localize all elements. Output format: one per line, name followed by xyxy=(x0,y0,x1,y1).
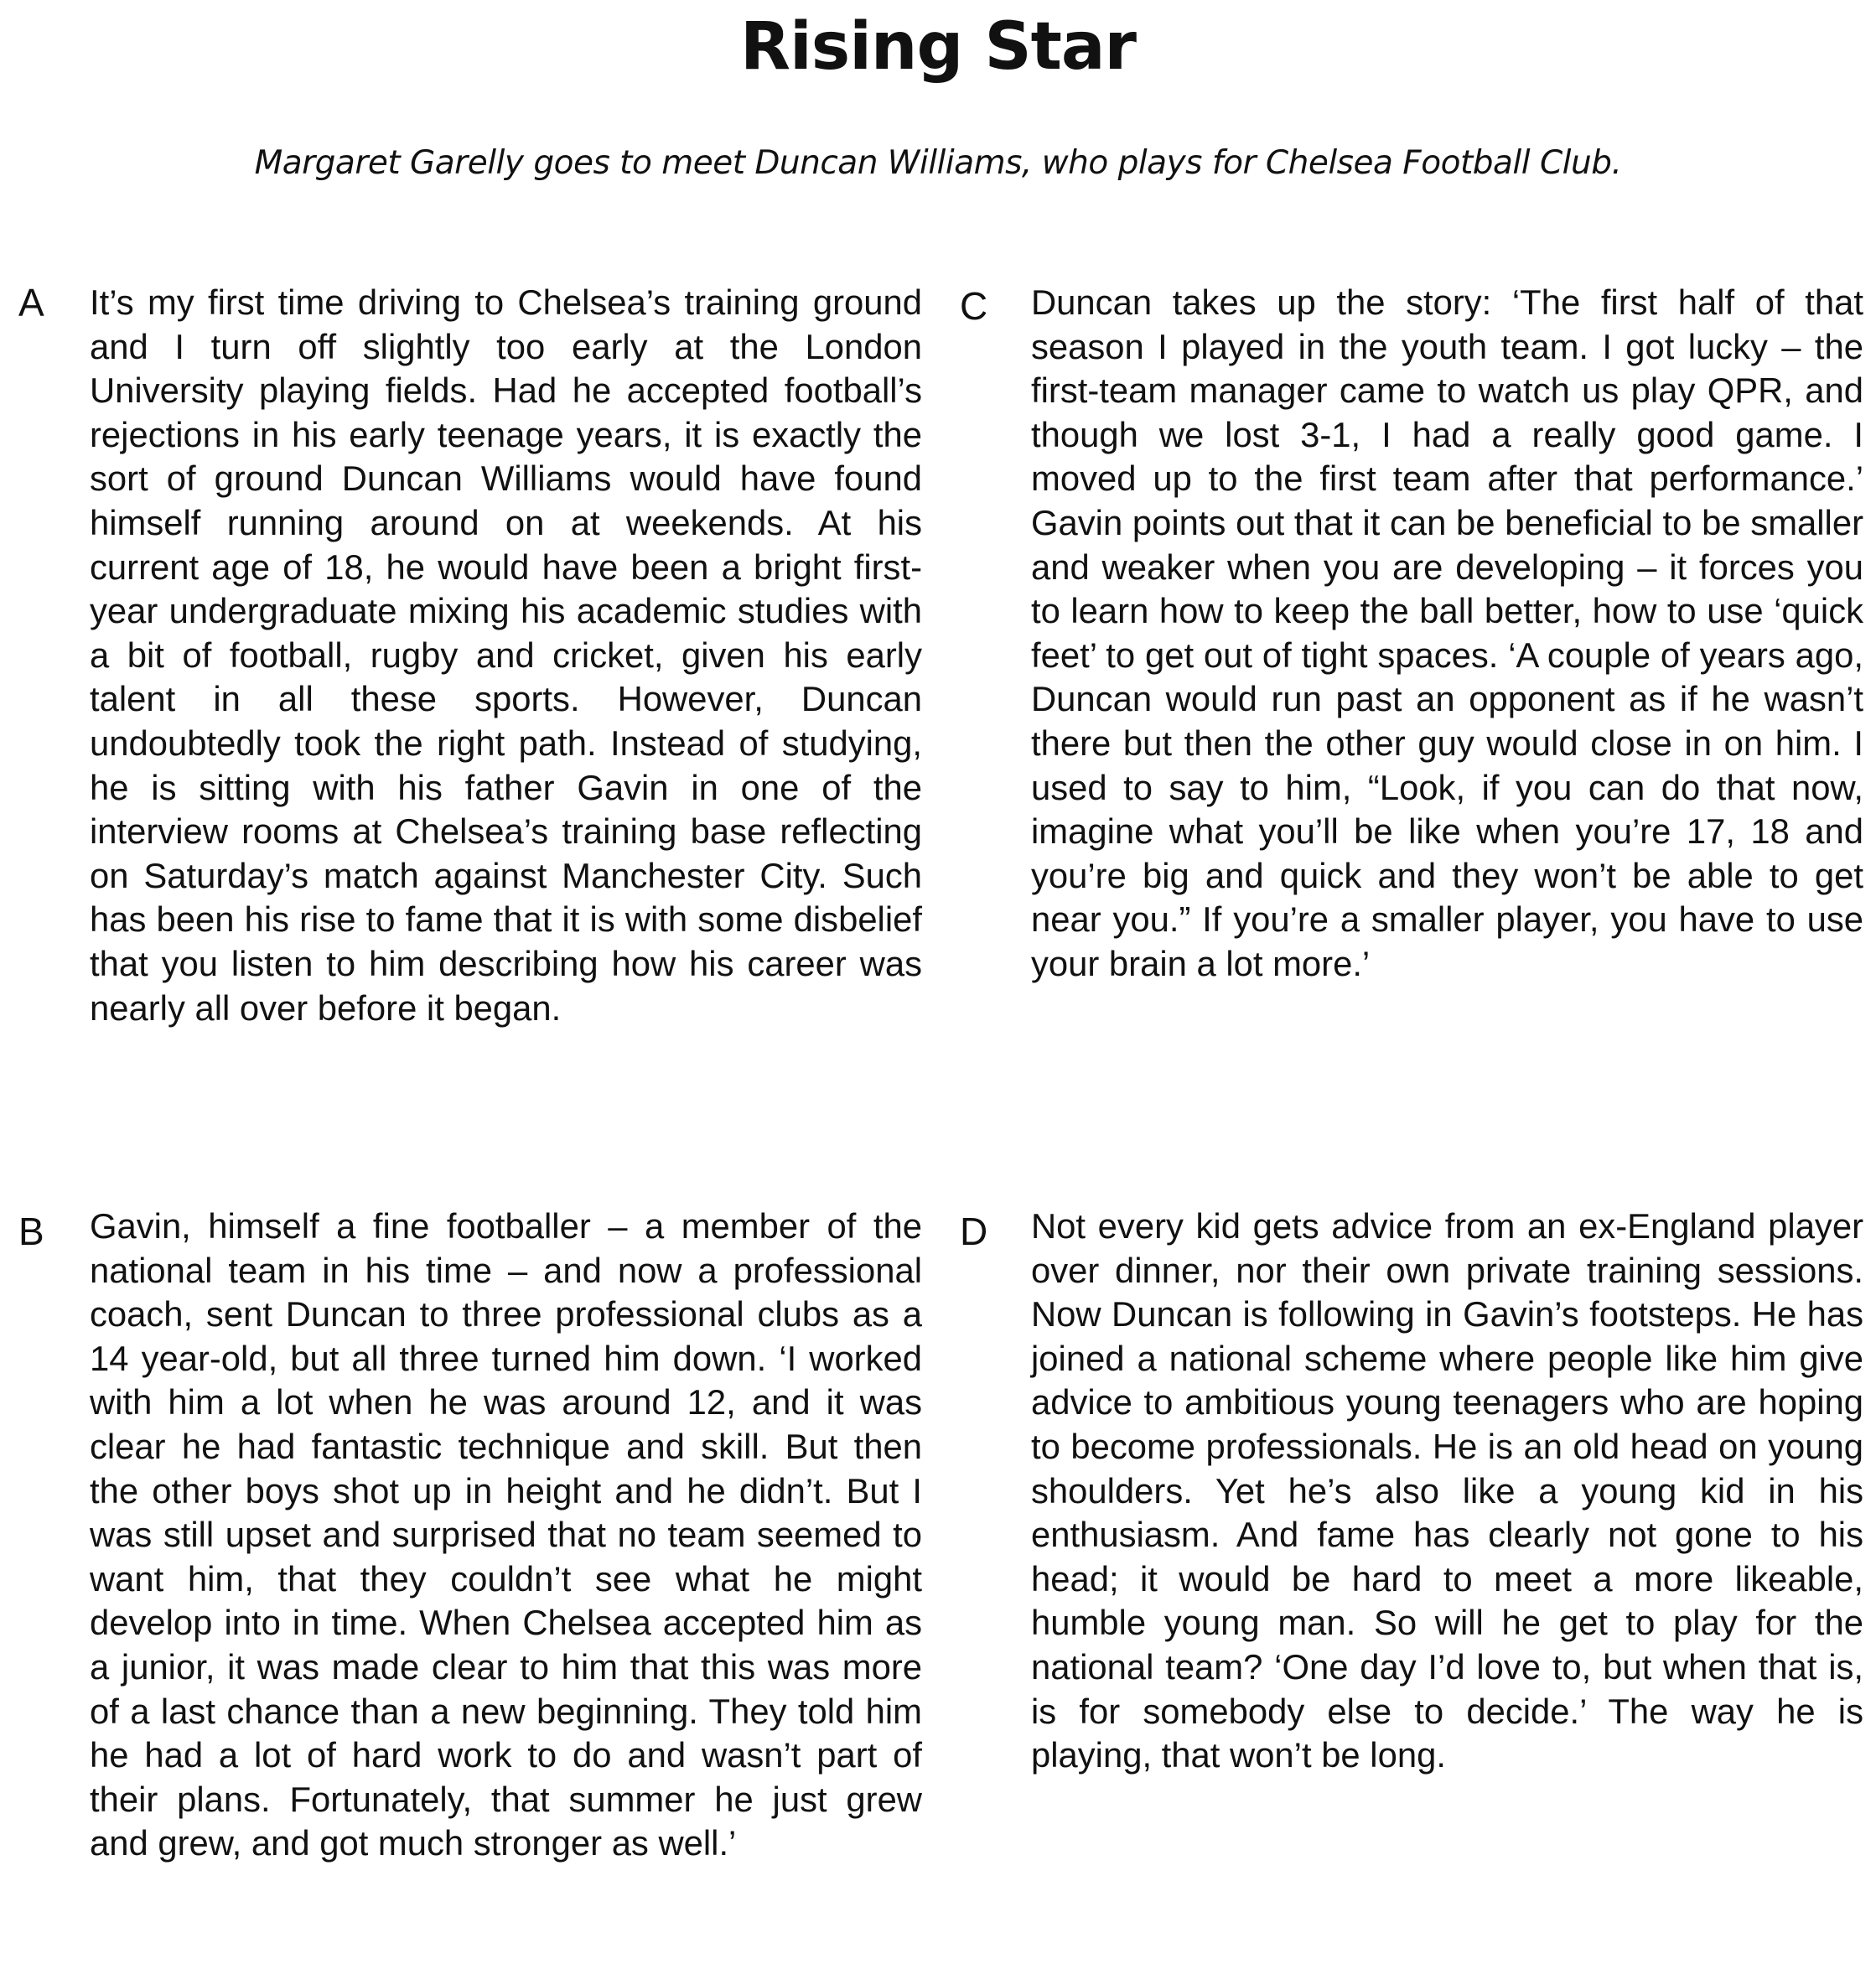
section-b-text: Gavin, himself a fine footballer – a member of the national team in his time – and now a professional coach, sent Duncan to three professional clubs as a 14 year-old, but all three turned him down. ‘I worked with him a lot when he was around 12, and it was clear he had fantastic technique and skill. But then the other boys shot up in height and he didn’t. But I was still upset and surprised that no team seemed to want him, that they couldn’t see what he might develop into in time. When Chelsea accepted him as a junior, it was made clear to him that this was more of a last chance than a new beginning. They told him he had a lot of hard work to do and wasn’t part of their plans. Fortunately, that summer he just grew and grew, and got much stronger as well.’ xyxy=(90,1206,922,1863)
article-subtitle: Margaret Garelly goes to meet Duncan Williams, who plays for Chelsea Football Club. xyxy=(254,144,1622,182)
section-letter-a: A xyxy=(18,281,44,324)
section-d-text: Not every kid gets advice from an ex-England player over dinner, nor their own private training sessions. Now Duncan is following in Gavin’s footsteps. He has joined a national scheme where people like him give advice to ambitious young teenagers who are hoping to become professionals. He is an old head on young shoulders. Yet he’s also like a young kid in his enthusiasm. And fame has clearly not gone to his head; it would be hard to meet a more likeable, humble young man. So will he get to play for the national team? ‘One day I’d love to, but when that is, is for somebody else to decide.’ The way he is playing, that won’t be long. xyxy=(1031,1206,1863,1775)
section-letter-c: C xyxy=(960,284,988,328)
section-b xyxy=(18,1205,924,1964)
section-letter-b: B xyxy=(18,1210,44,1253)
section-a-text: It’s my first time driving to Chelsea’s training ground and I turn off slightly too early at the London University playing fields. Had he accepted football’s rejections in his early teenage years, it is exactly the sort of ground Duncan Williams would have found himself running around on at weekends. At his current age of 18, he would have been a bright first-year undergraduate mixing his academic studies with a bit of football, rugby and cricket, given his early talent in all these sports. However, Duncan undoubtedly took the right path. Instead of studying, he is sitting with his father Gavin in one of the interview rooms at Chelsea’s training base reflecting on Saturday’s match against Manchester City. Such has been his rise to fame that it is with some disbelief that you listen to him describing how his career was nearly all over before it began. xyxy=(90,282,922,1028)
article-title: Rising Star xyxy=(739,9,1137,85)
section-a xyxy=(18,281,924,1119)
section-letter-d: D xyxy=(960,1210,988,1253)
section-c xyxy=(960,281,1865,1119)
section-d xyxy=(960,1205,1865,1964)
section-c-text: Duncan takes up the story: ‘The first half of that season I played in the youth team. I got lucky – the first-team manager came to watch us play QPR, and though we lost 3-1, I had a really good game. I moved up to the first team after that performance.’ Gavin points out that it can be beneficial to be smaller and weaker when you are developing – it forces you to learn how to keep the ball better, how to use ‘quick feet’ to get out of tight spaces. ‘A couple of years ago, Duncan would run past an opponent as if he wasn’t there but then the other guy would close in on him. I used to say to him, “Look, if you can do that now, imagine what you’ll be like when you’re 17, 18 and you’re big and quick and they won’t be able to get near you.” If you’re a smaller player, you have to use your brain a lot more.’ xyxy=(1031,282,1863,983)
